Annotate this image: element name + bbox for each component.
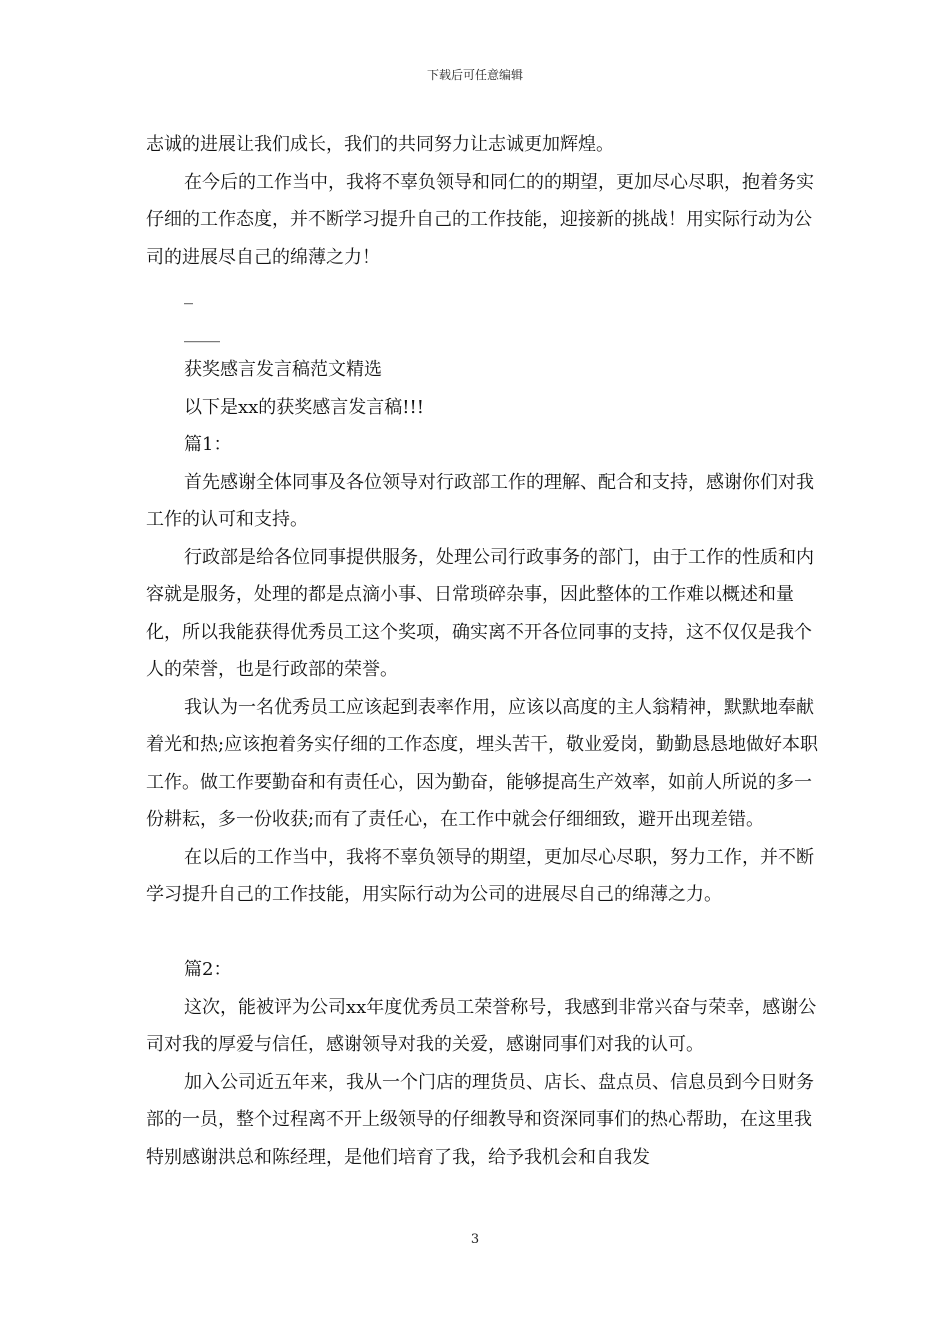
section-heading: 篇2： — [184, 959, 232, 980]
document-body — [146, 126, 821, 1176]
page-number: 3 — [470, 1232, 480, 1247]
paragraph: 在以后的工作当中，我将不辜负领导的期望，更加尽心尽职，努力工作，并不断学习提升自己的工作技能，用实际行动为公司的进展尽自己的绵薄之力。 — [146, 846, 814, 905]
separator-line: _ — [184, 284, 193, 305]
section-heading: 篇1： — [184, 434, 232, 455]
paragraph: 这次，能被评为公司xx年度优秀员工荣誉称号，我感到非常兴奋与荣幸，感谢公司对我的厚爱与信任，感谢领导对我的关爱，感谢同事们对我的认可。 — [146, 996, 817, 1055]
blank-line — [146, 914, 821, 952]
separator-line: ____ — [184, 321, 220, 343]
paragraph: 首先感谢全体同事及各位领导对行政部工作的理解、配合和支持，感谢你们对我工作的认可和支持。 — [146, 471, 814, 530]
section-title: 获奖感言发言稿范文精选 — [184, 359, 382, 380]
paragraph: 在今后的工作当中，我将不辜负领导和同仁的的期望，更加尽心尽职，抱着务实仔细的工作态度，并不断学习提升自己的工作技能，迎接新的挑战！用实际行动为公司的进展尽自己的绵薄之力！ — [146, 171, 814, 268]
page-header: 下载后可任意编辑 — [426, 68, 523, 82]
paragraph: 加入公司近五年来，我从一个门店的理货员、店长、盘点员、信息员到今日财务部的一员，整个过程离不开上级领导的仔细教导和资深同事们的热心帮助，在这里我特别感谢洪总和陈经理，是他们培育了我，给予我机会和自我发 — [146, 1071, 814, 1168]
paragraph: 志诚的进展让我们成长，我们的共同努力让志诚更加辉煌。 — [146, 134, 614, 155]
paragraph: 行政部是给各位同事提供服务，处理公司行政事务的部门，由于工作的性质和内容就是服务，处理的都是点滴小事、日常琐碎杂事，因此整体的工作难以概述和量化，所以我能获得优秀员工这个奖项，确实离不开各位同事的支持，这不仅仅是我个人的荣誉，也是行政部的荣誉。 — [146, 546, 814, 680]
paragraph: 以下是xx的获奖感言发言稿!!! — [184, 396, 425, 418]
paragraph: 我认为一名优秀员工应该起到表率作用，应该以高度的主人翁精神，默默地奉献着光和热;应该抱着务实仔细的工作态度，埋头苦干，敬业爱岗，勤勤恳恳地做好本职工作。做工作要勤奋和有责任心，因为勤奋，能够提高生产效率，如前人所说的多一份耕耘，多一份收获;而有了责任心，在工作中就会仔细细致，避开出现差错。 — [146, 696, 819, 830]
